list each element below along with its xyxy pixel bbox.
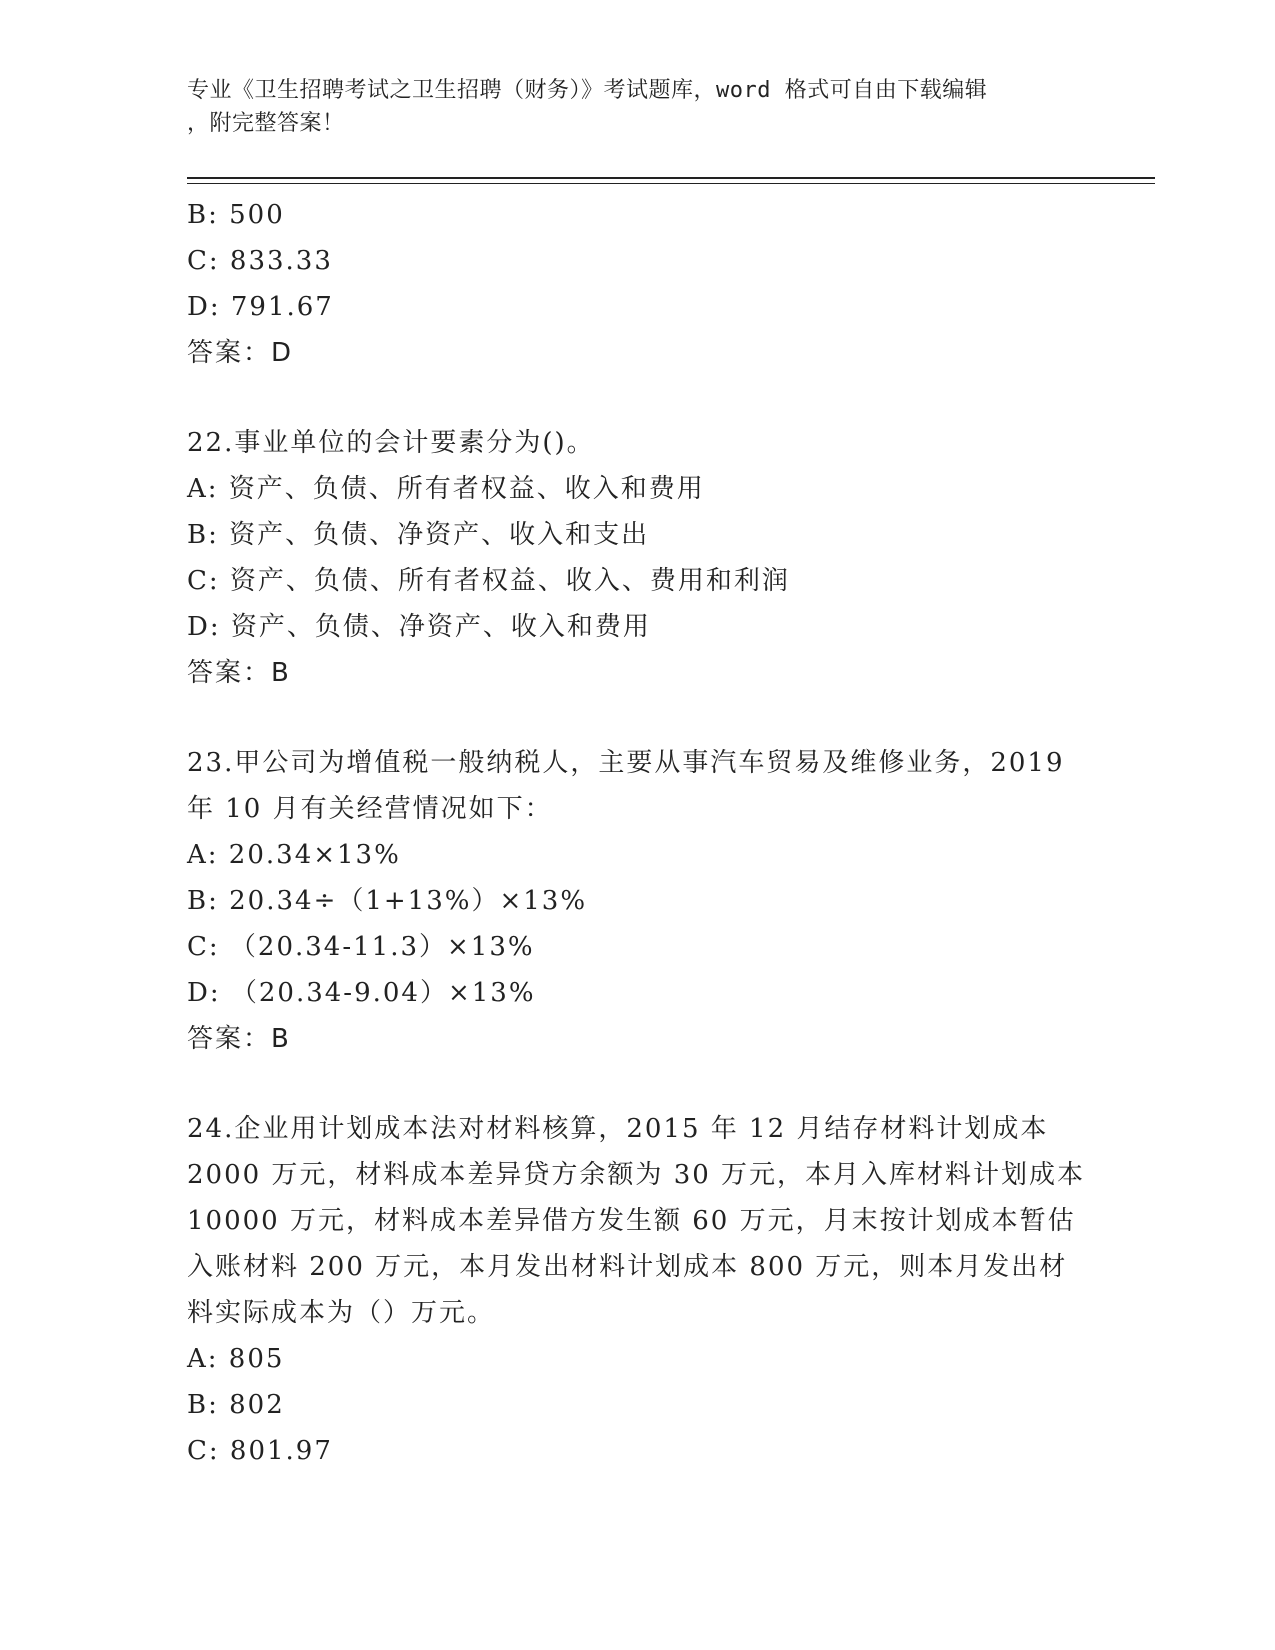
question-text-line-1: 24.企业用计划成本法对材料核算，2015 年 12 月结存材料计划成本 bbox=[187, 1114, 1049, 1144]
question-text: 22.事业单位的会计要素分为()。 bbox=[187, 428, 595, 458]
option-a: A: 805 bbox=[187, 1344, 285, 1374]
question-text-line-5: 料实际成本为（）万元。 bbox=[187, 1298, 496, 1328]
option-a: A: 资产、负债、所有者权益、收入和费用 bbox=[187, 474, 705, 504]
answer-line: 答案：B bbox=[187, 658, 291, 688]
option-c: C: 801.97 bbox=[187, 1436, 333, 1466]
question-text-line-4: 入账材料 200 万元，本月发出材料计划成本 800 万元，则本月发出材 bbox=[187, 1252, 1068, 1282]
question-text-line-3: 10000 万元，材料成本差异借方发生额 60 万元，月末按计划成本暂估 bbox=[187, 1206, 1076, 1236]
option-b: B: 20.34÷（1+13%）×13% bbox=[187, 886, 588, 916]
option-d: D: （20.34-9.04）×13% bbox=[187, 978, 536, 1008]
question-list bbox=[187, 192, 1087, 1474]
header-line-2: ，附完整答案！ bbox=[187, 111, 345, 136]
option-a: A: 20.34×13% bbox=[187, 840, 401, 870]
question-text-line-2: 2000 万元，材料成本差异贷方余额为 30 万元，本月入库材料计划成本 bbox=[187, 1160, 1086, 1190]
question-23 bbox=[187, 740, 1087, 1062]
option-c: C: 资产、负债、所有者权益、收入、费用和利润 bbox=[187, 566, 790, 596]
option-c: C: 833.33 bbox=[187, 246, 333, 276]
previous-question bbox=[187, 192, 1087, 376]
answer-line: 答案：D bbox=[187, 338, 294, 368]
option-c: C: （20.34-11.3）×13% bbox=[187, 932, 535, 962]
document-header bbox=[187, 74, 1067, 140]
question-24 bbox=[187, 1106, 1087, 1474]
answer-line: 答案：B bbox=[187, 1024, 291, 1054]
header-rule-thin bbox=[187, 183, 1155, 184]
option-b: B: 500 bbox=[187, 200, 285, 230]
question-text-line-1: 23.甲公司为增值税一般纳税人，主要从事汽车贸易及维修业务，2019 bbox=[187, 748, 1065, 778]
option-d: D: 资产、负债、净资产、收入和费用 bbox=[187, 612, 651, 642]
question-22 bbox=[187, 420, 1087, 696]
option-b: B: 资产、负债、净资产、收入和支出 bbox=[187, 520, 650, 550]
question-text-line-2: 年 10 月有关经营情况如下： bbox=[187, 794, 553, 824]
header-rule-thick bbox=[187, 177, 1155, 179]
header-line-1: 专业《卫生招聘考试之卫生招聘（财务）》考试题库，word 格式可自由下载编辑 bbox=[187, 78, 988, 103]
option-d: D: 791.67 bbox=[187, 292, 334, 322]
option-b: B: 802 bbox=[187, 1390, 285, 1420]
